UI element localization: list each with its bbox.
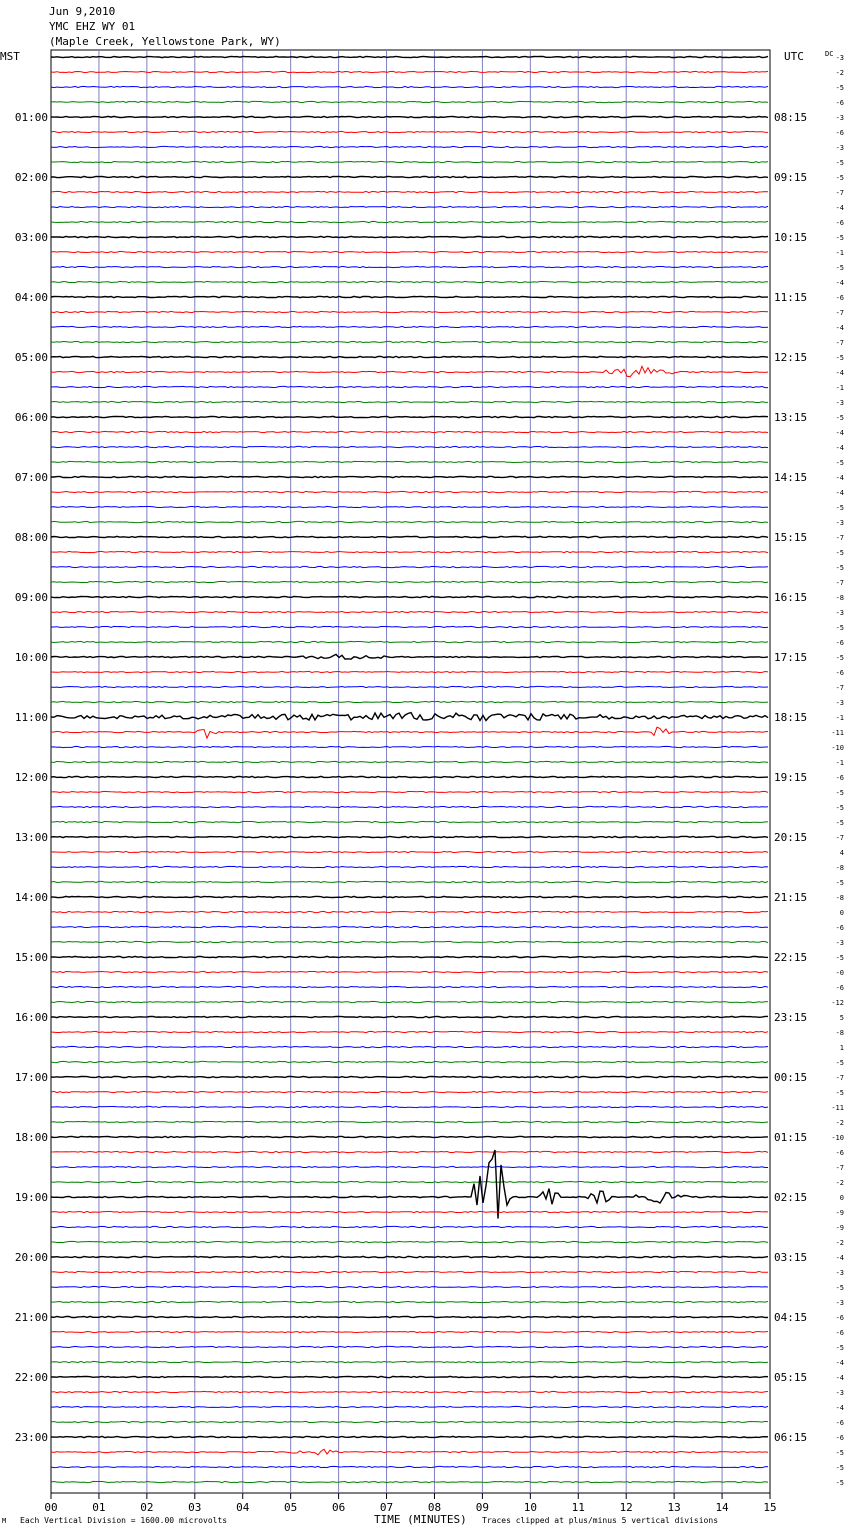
seismic-trace — [51, 761, 768, 762]
x-tick-label: 13 — [667, 1501, 681, 1514]
dc-offset-label: -9 — [835, 1224, 844, 1232]
seismic-trace — [51, 341, 768, 342]
dc-offset-label: -1 — [835, 249, 844, 257]
dc-offset-label: -2 — [835, 1119, 844, 1127]
right-hour-label: 05:15 — [774, 1371, 808, 1384]
seismic-trace — [51, 1361, 768, 1362]
seismic-trace — [51, 521, 768, 522]
station-code: YMC EHZ WY 01 — [49, 20, 136, 33]
dc-offset-label: -7 — [835, 339, 844, 347]
left-hour-label: 02:00 — [14, 171, 48, 184]
left-hour-label: 03:00 — [14, 231, 48, 244]
dc-offset-label: -5 — [835, 264, 844, 272]
dc-offset-label: -6 — [835, 1434, 844, 1442]
right-hour-label: 15:15 — [774, 531, 808, 544]
dc-offset-label: -8 — [835, 864, 844, 872]
left-hour-label: 15:00 — [14, 951, 48, 964]
seismic-trace — [51, 641, 768, 642]
dc-offset-label: -7 — [835, 534, 844, 542]
right-hour-label: 09:15 — [774, 171, 808, 184]
seismic-trace — [51, 101, 768, 102]
seismic-trace — [51, 821, 768, 822]
seismic-trace — [51, 266, 768, 267]
left-hour-label: 17:00 — [14, 1071, 48, 1084]
dc-offset-label: -4 — [835, 489, 844, 497]
right-hour-label: 21:15 — [774, 891, 808, 904]
dc-offset-label: -5 — [835, 1284, 844, 1292]
x-tick-label: 10 — [523, 1501, 537, 1514]
seismic-trace — [51, 1421, 768, 1422]
dc-offset-label: -3 — [835, 939, 844, 947]
seismic-trace — [51, 746, 768, 747]
x-tick-label: 12 — [619, 1501, 633, 1514]
seismic-trace — [51, 86, 768, 87]
seismic-trace — [51, 1166, 768, 1167]
left-hour-label: 19:00 — [14, 1191, 48, 1204]
right-hour-label: 22:15 — [774, 951, 808, 964]
seismic-trace — [51, 1106, 768, 1107]
dc-offset-label: -5 — [835, 804, 844, 812]
left-hour-label: 06:00 — [14, 411, 48, 424]
seismic-trace — [51, 356, 768, 357]
seismic-trace — [51, 191, 768, 192]
x-tick-label: 14 — [715, 1501, 729, 1514]
seismic-trace — [51, 566, 768, 567]
seismic-trace — [51, 596, 768, 597]
seismic-trace — [51, 806, 768, 807]
left-hour-label: 10:00 — [14, 651, 48, 664]
seismic-trace — [51, 71, 768, 72]
seismic-trace — [51, 1449, 768, 1455]
dc-offset-label: -6 — [835, 1329, 844, 1337]
seismic-trace — [51, 236, 768, 237]
seismic-trace — [51, 1346, 768, 1347]
left-axis-title: MST — [0, 50, 20, 63]
seismic-trace — [51, 1136, 768, 1137]
seismic-trace — [51, 1331, 768, 1332]
dc-offset-label: -7 — [835, 834, 844, 842]
seismic-trace — [51, 881, 768, 882]
right-hour-label: 10:15 — [774, 231, 808, 244]
seismic-trace — [51, 1016, 768, 1017]
dc-offset-label: -1 — [835, 714, 844, 722]
left-hour-label: 04:00 — [14, 291, 48, 304]
right-hour-label: 04:15 — [774, 1311, 808, 1324]
dc-offset-label: -4 — [835, 444, 844, 452]
seismic-trace — [51, 866, 768, 867]
seismic-trace — [51, 581, 768, 582]
dc-offset-label: -2 — [835, 1179, 844, 1187]
seismic-trace — [51, 896, 768, 897]
seismic-trace — [51, 671, 768, 672]
dc-offset-label: -3 — [835, 114, 844, 122]
dc-offset-label: -5 — [835, 1344, 844, 1352]
dc-offset-label: -5 — [835, 549, 844, 557]
left-hour-label: 05:00 — [14, 351, 48, 364]
dc-offset-label: -5 — [835, 234, 844, 242]
seismic-trace — [51, 551, 768, 552]
dc-offset-label: -11 — [831, 729, 844, 737]
seismic-trace — [51, 626, 768, 627]
scale-note: Each Vertical Division = 1600.00 microvolts — [20, 1516, 228, 1525]
dc-offset-label: -7 — [835, 1074, 844, 1082]
dc-offset-label: 4 — [839, 849, 844, 857]
seismic-trace — [51, 1391, 768, 1392]
seismic-trace — [51, 176, 768, 177]
dc-offset-label: -4 — [835, 429, 844, 437]
dc-offset-label: -4 — [835, 1404, 844, 1412]
right-hour-label: 19:15 — [774, 771, 808, 784]
dc-offset-label: -6 — [835, 639, 844, 647]
left-hour-label: 09:00 — [14, 591, 48, 604]
seismic-trace — [51, 206, 768, 207]
x-tick-label: 02 — [140, 1501, 154, 1514]
dc-offset-label: -5 — [835, 354, 844, 362]
dc-offset-label: -0 — [835, 969, 844, 977]
x-tick-label: 08 — [427, 1501, 442, 1514]
right-hour-label: 08:15 — [774, 111, 808, 124]
seismic-trace — [51, 491, 768, 492]
dc-offset-label: -6 — [835, 774, 844, 782]
seismic-trace — [51, 986, 768, 987]
dc-offset-label: -4 — [835, 279, 844, 287]
seismic-trace — [51, 1301, 768, 1302]
seismic-trace — [51, 1481, 768, 1482]
dc-offset-label: -3 — [835, 1389, 844, 1397]
seismic-trace — [51, 1061, 768, 1062]
seismic-trace — [51, 1466, 768, 1467]
dc-offset-label: 1 — [839, 1044, 844, 1052]
seismic-trace — [51, 1046, 768, 1047]
x-axis-label: TIME (MINUTES) — [374, 1513, 467, 1526]
dc-offset-label: -8 — [835, 894, 844, 902]
seismic-trace — [51, 446, 768, 447]
dc-offset-label: -3 — [835, 1299, 844, 1307]
left-hour-label: 20:00 — [14, 1251, 48, 1264]
left-hour-label: 12:00 — [14, 771, 48, 784]
seismic-trace — [51, 116, 768, 117]
seismic-trace — [51, 1151, 768, 1152]
dc-offset-label: -5 — [835, 1059, 844, 1067]
dc-offset-label: -6 — [835, 219, 844, 227]
right-hour-label: 23:15 — [774, 1011, 808, 1024]
dc-offset-label: -12 — [831, 999, 844, 1007]
seismic-trace — [51, 366, 768, 377]
seismic-trace — [51, 161, 768, 162]
seismic-trace — [51, 701, 768, 702]
seismic-trace — [51, 461, 768, 462]
x-tick-label: 09 — [475, 1501, 490, 1514]
dc-offset-label: -6 — [835, 129, 844, 137]
seismic-trace — [51, 296, 768, 297]
dc-offset-label: -5 — [835, 1089, 844, 1097]
left-hour-label: 21:00 — [14, 1311, 48, 1324]
dc-offset-label: -3 — [835, 699, 844, 707]
dc-offset-label: -10 — [831, 744, 844, 752]
seismic-trace — [51, 791, 768, 792]
dc-offset-label: 5 — [839, 1014, 844, 1022]
dc-offset-label: -2 — [835, 1239, 844, 1247]
seismic-trace — [51, 727, 768, 738]
dc-offset-label: -6 — [835, 294, 844, 302]
x-tick-label: 03 — [188, 1501, 202, 1514]
right-hour-label: 18:15 — [774, 711, 808, 724]
seismic-trace — [51, 431, 768, 432]
clip-note: Traces clipped at plus/minus 5 vertical divisions — [482, 1516, 719, 1525]
x-tick-label: 07 — [379, 1501, 394, 1514]
dc-offset-label: -7 — [835, 189, 844, 197]
x-tick-label: 01 — [92, 1501, 106, 1514]
dc-offset-label: -3 — [835, 144, 844, 152]
dc-offset-label: -4 — [835, 369, 844, 377]
dc-offset-label: -4 — [835, 1359, 844, 1367]
right-hour-label: 13:15 — [774, 411, 808, 424]
left-hour-label: 07:00 — [14, 471, 48, 484]
x-tick-label: 04 — [236, 1501, 250, 1514]
dc-offset-label: -5 — [835, 654, 844, 662]
seismic-trace — [51, 713, 768, 721]
dc-offset-label: -11 — [831, 1104, 844, 1112]
seismic-trace — [51, 1181, 768, 1182]
corner-mark: M — [2, 1517, 7, 1525]
station-location: (Maple Creek, Yellowstone Park, WY) — [49, 35, 281, 48]
dc-offset-label: -7 — [835, 684, 844, 692]
dc-offset-label: -5 — [835, 879, 844, 887]
dc-offset-label: -5 — [835, 414, 844, 422]
dc-offset-label: -7 — [835, 579, 844, 587]
dc-offset-label: -5 — [835, 1479, 844, 1487]
dc-offset-label: 0 — [839, 1194, 844, 1202]
seismic-trace — [51, 1406, 768, 1407]
seismic-trace — [51, 386, 768, 387]
seismic-trace — [51, 1241, 768, 1242]
seismic-trace — [51, 56, 768, 57]
right-hour-label: 03:15 — [774, 1251, 808, 1264]
dc-offset-label: -1 — [835, 384, 844, 392]
dc-offset-label: -4 — [835, 204, 844, 212]
dc-offset-label: -6 — [835, 1419, 844, 1427]
seismic-trace — [51, 536, 768, 537]
dc-offset-label: -6 — [835, 1314, 844, 1322]
right-hour-label: 20:15 — [774, 831, 808, 844]
x-tick-label: 05 — [284, 1501, 298, 1514]
seismic-trace — [51, 941, 768, 942]
dc-offset-label: -7 — [835, 309, 844, 317]
dc-offset-label: -6 — [835, 99, 844, 107]
dc-offset-label: -3 — [835, 399, 844, 407]
seismic-trace — [51, 851, 768, 852]
seismic-trace — [51, 956, 768, 957]
seismic-trace — [51, 1286, 768, 1287]
seismic-trace — [51, 281, 768, 282]
seismic-trace — [51, 131, 768, 132]
left-hour-label: 18:00 — [14, 1131, 48, 1144]
right-axis-title: UTC — [784, 50, 804, 63]
seismic-trace — [51, 971, 768, 972]
seismic-trace — [51, 416, 768, 417]
plot-date: Jun 9,2010 — [49, 5, 116, 18]
right-hour-label: 14:15 — [774, 471, 808, 484]
left-hour-label: 01:00 — [14, 111, 48, 124]
right-hour-label: 11:15 — [774, 291, 808, 304]
right-hour-label: 16:15 — [774, 591, 808, 604]
x-tick-label: 15 — [763, 1501, 777, 1514]
dc-offset-label: -5 — [835, 159, 844, 167]
dc-offset-label: -4 — [835, 324, 844, 332]
dc-offset-label: -2 — [835, 69, 844, 77]
dc-offset-label: -9 — [835, 1209, 844, 1217]
left-hour-label: 13:00 — [14, 831, 48, 844]
dc-offset-label: 0 — [839, 909, 844, 917]
seismic-trace — [51, 1376, 768, 1377]
seismic-trace — [51, 506, 768, 507]
seismic-trace — [51, 836, 768, 837]
right-hour-label: 01:15 — [774, 1131, 808, 1144]
dc-offset-label: -4 — [835, 1254, 844, 1262]
seismic-trace — [51, 654, 768, 659]
left-hour-label: 23:00 — [14, 1431, 48, 1444]
x-tick-label: 11 — [571, 1501, 585, 1514]
seismic-trace — [51, 1031, 768, 1032]
seismic-trace — [51, 221, 768, 222]
dc-offset-label: -8 — [835, 1029, 844, 1037]
right-hour-label: 12:15 — [774, 351, 808, 364]
x-tick-label: 00 — [44, 1501, 58, 1514]
dc-offset-label: -3 — [835, 1269, 844, 1277]
dc-offset-label: -5 — [835, 84, 844, 92]
dc-offset-label: -5 — [835, 174, 844, 182]
seismic-trace — [51, 326, 768, 327]
dc-offset-label: -10 — [831, 1134, 844, 1142]
dc-offset-label: -5 — [835, 564, 844, 572]
dc-offset-label: -6 — [835, 924, 844, 932]
right-hour-label: 06:15 — [774, 1431, 808, 1444]
dc-offset-label: -8 — [835, 594, 844, 602]
seismic-trace — [51, 1271, 768, 1272]
seismic-trace — [51, 776, 768, 777]
dc-offset-label: -5 — [835, 789, 844, 797]
seismic-trace — [51, 1150, 768, 1219]
seismic-trace — [51, 401, 768, 402]
seismic-trace — [51, 1076, 768, 1077]
dc-offset-label: -6 — [835, 669, 844, 677]
dc-offset-label: -5 — [835, 504, 844, 512]
dc-offset-label: -6 — [835, 1149, 844, 1157]
seismic-trace — [51, 911, 768, 912]
seismic-trace — [51, 1256, 768, 1257]
right-hour-label: 00:15 — [774, 1071, 808, 1084]
dc-offset-label: -5 — [835, 954, 844, 962]
seismic-trace — [51, 1226, 768, 1227]
dc-offset-label: -4 — [835, 474, 844, 482]
dc-offset-label: -3 — [835, 519, 844, 527]
seismic-trace — [51, 926, 768, 927]
dc-offset-label: -4 — [835, 1374, 844, 1382]
seismic-trace — [51, 1121, 768, 1122]
dc-offset-label: -7 — [835, 1164, 844, 1172]
seismic-trace — [51, 476, 768, 477]
seismic-trace — [51, 611, 768, 612]
dc-offset-label: -6 — [835, 984, 844, 992]
seismic-trace — [51, 686, 768, 687]
left-hour-label: 08:00 — [14, 531, 48, 544]
seismic-trace — [51, 146, 768, 147]
dc-offset-label: -5 — [835, 1449, 844, 1457]
seismic-trace — [51, 1091, 768, 1092]
left-hour-label: 11:00 — [14, 711, 48, 724]
left-hour-label: 14:00 — [14, 891, 48, 904]
left-hour-label: 16:00 — [14, 1011, 48, 1024]
dc-offset-label: -5 — [835, 624, 844, 632]
dc-offset-label: -3 — [835, 609, 844, 617]
dc-offset-label: -3 — [835, 54, 844, 62]
dc-header: DC — [825, 50, 834, 58]
seismic-trace — [51, 251, 768, 252]
dc-offset-label: -5 — [835, 459, 844, 467]
dc-offset-label: -5 — [835, 1464, 844, 1472]
seismic-trace — [51, 1436, 768, 1437]
seismic-trace — [51, 1211, 768, 1212]
right-hour-label: 17:15 — [774, 651, 808, 664]
seismic-trace — [51, 311, 768, 312]
x-tick-label: 06 — [331, 1501, 346, 1514]
dc-offset-label: -5 — [835, 819, 844, 827]
dc-offset-label: -1 — [835, 759, 844, 767]
seismic-trace — [51, 1316, 768, 1317]
right-hour-label: 02:15 — [774, 1191, 808, 1204]
seismic-trace — [51, 1001, 768, 1002]
left-hour-label: 22:00 — [14, 1371, 48, 1384]
